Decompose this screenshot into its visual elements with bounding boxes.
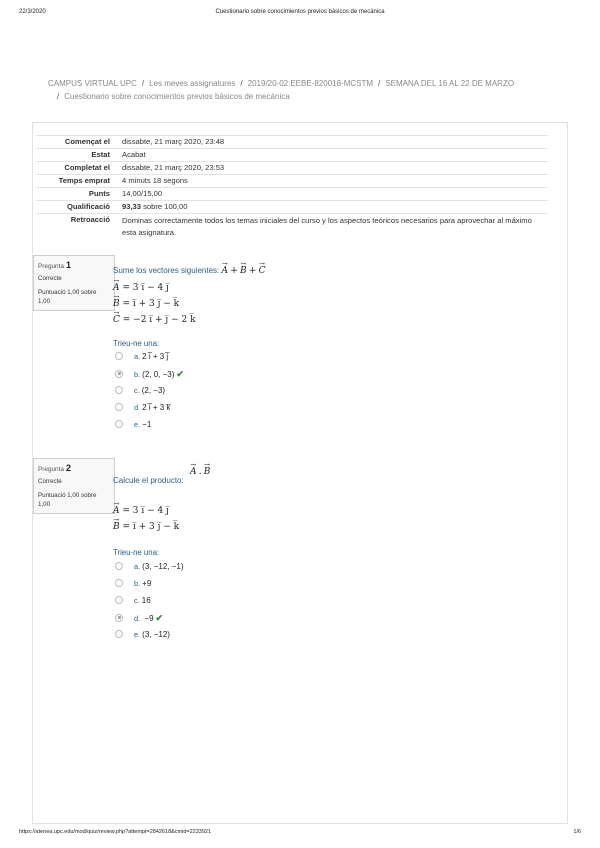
vector-symbol: → B	[113, 293, 120, 309]
answer-option[interactable]: a. 2 i̅ + 3 j̅	[115, 352, 184, 369]
radio-button[interactable]	[115, 403, 123, 411]
summary-value	[116, 201, 548, 214]
vector-symbol: → B	[113, 516, 120, 532]
question-text: Calcule el producto: → A . → B	[113, 461, 211, 485]
radio-button[interactable]	[115, 352, 123, 360]
answer-option[interactable]: c. (2, −3)	[115, 386, 184, 403]
vector-symbol: → A	[113, 277, 120, 293]
print-title: Cuestionario sobre conocimientos previos básicos de mecánica	[215, 9, 385, 15]
vector-expression: = i̅ + 3 j̅ − k̅	[122, 522, 180, 532]
answer-option[interactable]: a. (3, −12, −1)	[115, 562, 184, 579]
vector-symbol: → A	[189, 461, 197, 477]
vector-definitions	[113, 277, 196, 331]
vector-expression: = i̅ + 3 j̅ − k̅	[122, 299, 180, 309]
breadcrumb-separator: /	[57, 92, 60, 101]
summary-label: Retroacció	[70, 215, 110, 224]
vector-expression: = 3 i̅ − 4 j̅	[122, 283, 169, 293]
breadcrumb-separator: /	[141, 79, 145, 88]
summary-label: Temps emprat	[58, 176, 110, 185]
summary-row-time-taken	[36, 175, 548, 188]
vector-symbol: → C	[258, 260, 266, 276]
vector-symbol: → B	[240, 260, 247, 276]
breadcrumb-item-campus[interactable]: CAMPUS VIRTUAL UPC	[48, 79, 137, 88]
radio-button[interactable]	[115, 562, 123, 570]
vector-symbol: → A	[221, 260, 229, 276]
question-number: Pregunta 1	[38, 260, 71, 270]
summary-row-started	[36, 136, 548, 149]
vector-symbol: → A	[113, 500, 120, 516]
breadcrumb-item-week[interactable]: SEMANA DEL 16 AL 22 DE MARZO	[385, 79, 515, 88]
radio-button[interactable]	[115, 630, 123, 638]
question-info-box	[33, 255, 115, 311]
vector-definitions	[113, 500, 180, 538]
question-state: Correcte	[38, 478, 62, 485]
answer-option[interactable]: e. (3, −12)	[115, 630, 184, 647]
summary-value: dissabte, 21 març 2020, 23:48	[122, 137, 225, 146]
summary-label: Qualificació	[66, 202, 110, 211]
print-date: 22/3/2020	[19, 9, 46, 15]
summary-value: dissabte, 21 març 2020, 23:53	[122, 163, 225, 172]
correct-check-icon: ✔	[155, 613, 164, 623]
vector-symbol: → C	[113, 309, 120, 325]
breadcrumb-item-quiz[interactable]: Cuestionario sobre conocimientos previos básicos de mecánica	[64, 92, 290, 101]
radio-button-selected[interactable]	[115, 370, 123, 378]
answer-prompt: Trieu-ne una:	[113, 339, 160, 348]
print-page-number: 1/6	[573, 829, 581, 835]
answer-option[interactable]: b. +9	[115, 579, 184, 596]
summary-row-state	[36, 149, 548, 162]
question-grade: Puntuació 1,00 sobre 1,00	[38, 492, 97, 508]
summary-value: Acabat	[122, 150, 146, 159]
question-info-box	[33, 458, 115, 514]
summary-value: 14,00/15,00	[122, 189, 163, 198]
question-grade: Puntuació 1,00 sobre 1,00	[38, 289, 97, 305]
summary-label: Començat el	[64, 137, 110, 146]
answer-option[interactable]: c. 16	[115, 596, 184, 613]
vector-expression: = −2 i̅ + j̅ − 2 k̅	[122, 315, 196, 325]
breadcrumb-item-course[interactable]: 2019/20-02:EEBE-820018-MCSTM	[247, 79, 374, 88]
radio-button[interactable]	[115, 420, 123, 428]
radio-button[interactable]	[115, 579, 123, 587]
radio-button[interactable]	[115, 596, 123, 604]
answer-option[interactable]: e. −1	[115, 420, 184, 437]
answer-option-selected[interactable]: b. (2, 0, −3) ✔	[115, 369, 184, 386]
answer-option-selected[interactable]: d. −9 ✔	[115, 613, 184, 630]
question-text: Sume los vectores siguientes: → A + → B + → C	[113, 260, 266, 276]
answer-prompt: Trieu-ne una:	[113, 548, 160, 557]
print-url: https://atenea.upc.edu/mod/quiz/review.php?attempt=2842618&cmid=2233921	[19, 829, 212, 835]
summary-value: 4 minuts 18 segons	[122, 176, 188, 185]
summary-label: Punts	[88, 189, 110, 198]
grade-max: sobre 100,00	[141, 202, 188, 211]
grade-value: 93,33	[122, 202, 142, 211]
breadcrumb-separator: /	[378, 79, 381, 88]
answer-option[interactable]: d. 2 i̅ + 3 k̅	[115, 403, 184, 420]
answer-options	[115, 562, 184, 647]
summary-row-completed	[36, 162, 548, 175]
summary-row-points	[36, 188, 548, 201]
summary-label: Estat	[91, 150, 110, 159]
summary-label: Completat el	[64, 163, 110, 172]
breadcrumb-separator: /	[240, 79, 243, 88]
answer-options	[115, 352, 184, 437]
vector-symbol: → B	[203, 461, 211, 477]
correct-check-icon: ✔	[176, 369, 184, 379]
breadcrumb-item-my-courses[interactable]: Les meves assignatures	[149, 79, 236, 88]
radio-button-selected[interactable]	[115, 614, 123, 622]
radio-button[interactable]	[115, 386, 123, 394]
attempt-summary-table	[36, 135, 548, 240]
breadcrumb	[48, 77, 528, 103]
summary-row-feedback	[36, 214, 548, 241]
question-number: Pregunta 2	[38, 463, 71, 473]
summary-row-grade	[36, 201, 548, 214]
question-state: Correcte	[38, 275, 62, 282]
vector-expression: = 3 i̅ − 4 j̅	[122, 506, 169, 516]
feedback-text: Dominas correctamente todos los temas iniciales del curso y los aspectos teóricos necesarios para aprovechar al máximo esta asignatura.	[122, 216, 532, 237]
